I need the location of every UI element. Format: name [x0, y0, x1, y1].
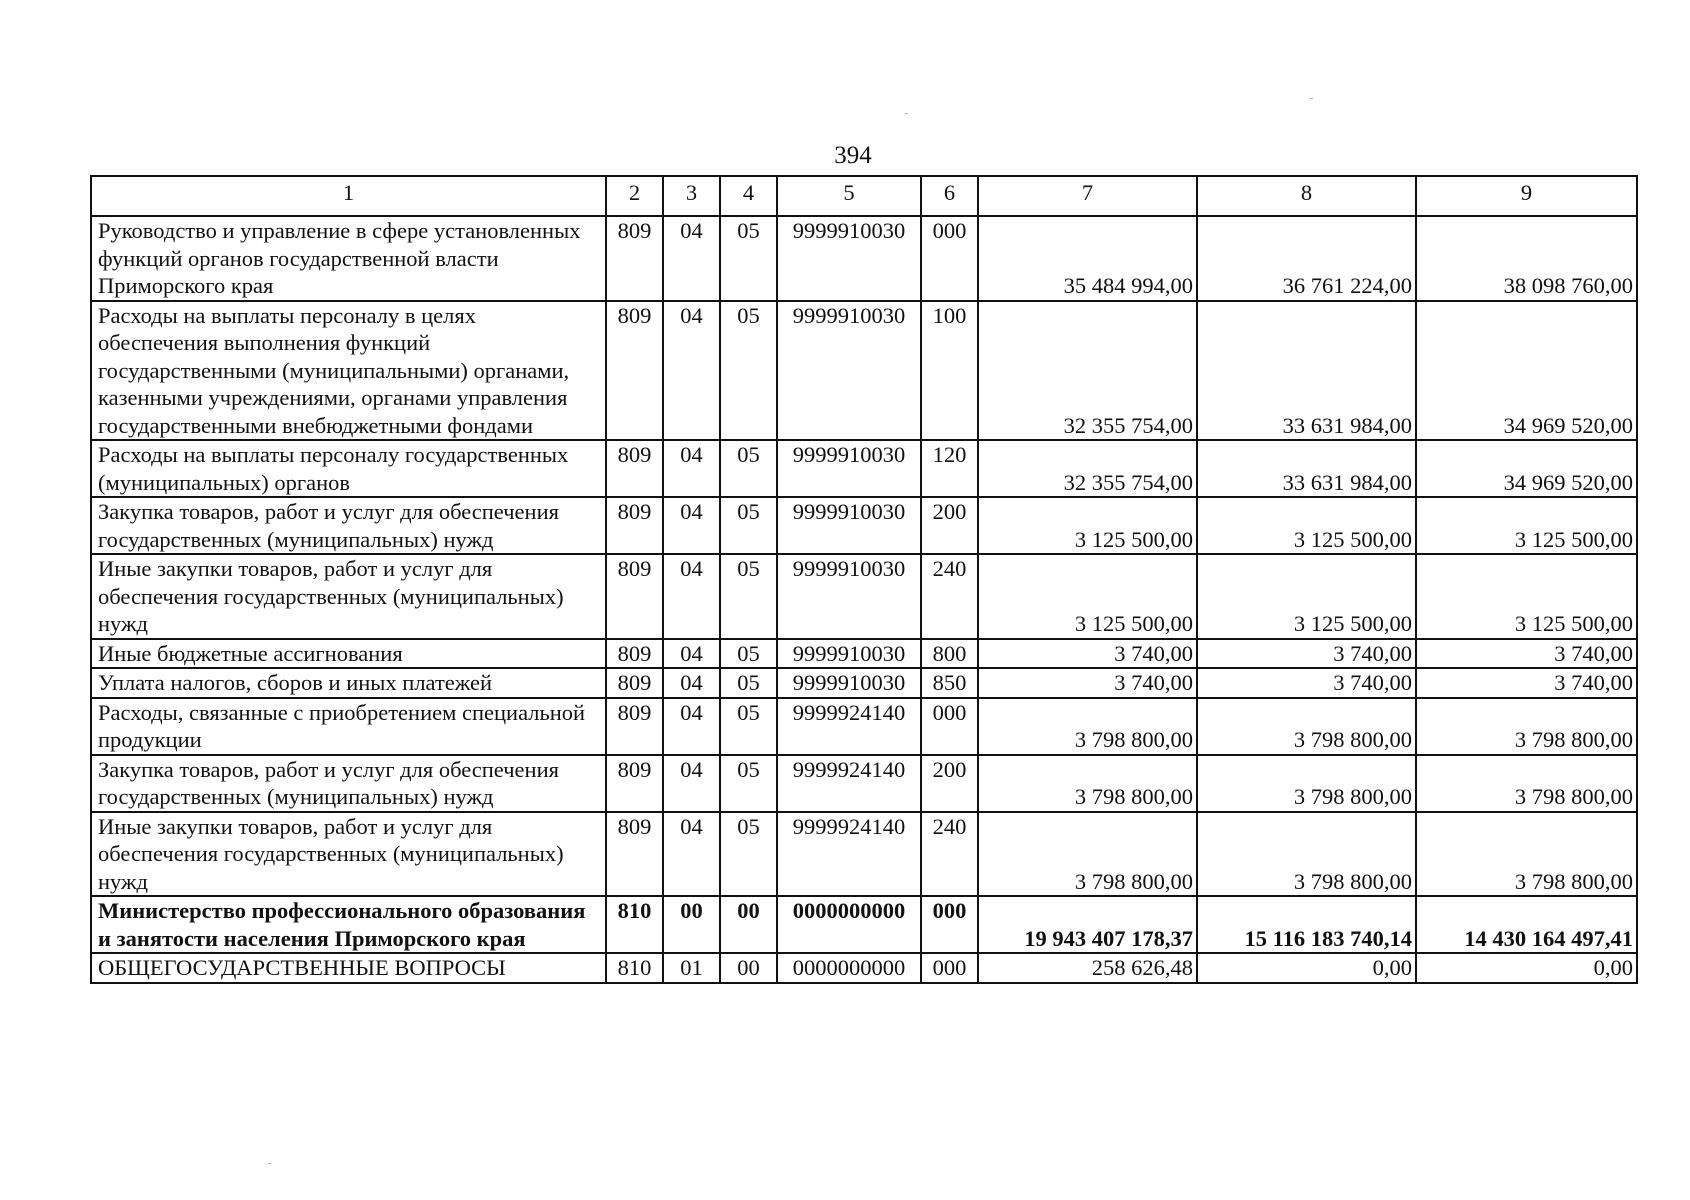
table-row	[91, 812, 1637, 897]
code-cell: 05	[720, 554, 777, 639]
table-row	[91, 216, 1637, 301]
code-cell: 05	[720, 440, 777, 497]
code-cell: 810	[606, 896, 663, 953]
budget-table	[90, 175, 1638, 984]
code-cell: 800	[921, 639, 978, 669]
table-row	[91, 896, 1637, 953]
column-header: 9	[1416, 176, 1637, 216]
amount-cell: 3 740,00	[1416, 668, 1637, 698]
code-cell: 9999910030	[777, 216, 921, 301]
code-cell: 05	[720, 301, 777, 441]
row-name-cell: Расходы на выплаты персоналу в целях обеспечения выполнения функций государственными (муниципальными) органами, казенными учреждениями, органами управления государственными внебюджетными фондами	[91, 301, 606, 441]
code-cell: 000	[921, 698, 978, 755]
table-row	[91, 554, 1637, 639]
scan-speck	[905, 113, 908, 114]
amount-cell: 3 125 500,00	[1416, 497, 1637, 554]
amount-cell: 3 740,00	[1197, 639, 1416, 669]
code-cell: 05	[720, 698, 777, 755]
code-cell: 9999924140	[777, 698, 921, 755]
code-cell: 809	[606, 698, 663, 755]
column-header: 5	[777, 176, 921, 216]
code-cell: 04	[663, 497, 720, 554]
table-row	[91, 497, 1637, 554]
code-cell: 9999910030	[777, 440, 921, 497]
amount-cell: 3 798 800,00	[1416, 755, 1637, 812]
row-name-cell: Иные бюджетные ассигнования	[91, 639, 606, 669]
amount-cell: 3 798 800,00	[1416, 812, 1637, 897]
column-header: 8	[1197, 176, 1416, 216]
amount-cell: 3 798 800,00	[978, 812, 1197, 897]
column-header: 2	[606, 176, 663, 216]
code-cell: 9999910030	[777, 668, 921, 698]
row-name-cell: Иные закупки товаров, работ и услуг для обеспечения государственных (муниципальных) нужд	[91, 554, 606, 639]
amount-cell: 3 125 500,00	[978, 554, 1197, 639]
code-cell: 04	[663, 698, 720, 755]
code-cell: 809	[606, 497, 663, 554]
code-cell: 05	[720, 639, 777, 669]
code-cell: 240	[921, 554, 978, 639]
amount-cell: 33 631 984,00	[1197, 301, 1416, 441]
column-header: 1	[91, 176, 606, 216]
amount-cell: 0,00	[1416, 953, 1637, 983]
amount-cell: 3 125 500,00	[1197, 554, 1416, 639]
code-cell: 05	[720, 497, 777, 554]
code-cell: 05	[720, 755, 777, 812]
column-header: 6	[921, 176, 978, 216]
code-cell: 9999910030	[777, 639, 921, 669]
code-cell: 850	[921, 668, 978, 698]
code-cell: 200	[921, 497, 978, 554]
amount-cell: 3 740,00	[1197, 668, 1416, 698]
code-cell: 809	[606, 216, 663, 301]
code-cell: 04	[663, 812, 720, 897]
column-header: 4	[720, 176, 777, 216]
code-cell: 04	[663, 755, 720, 812]
code-cell: 00	[663, 896, 720, 953]
amount-cell: 33 631 984,00	[1197, 440, 1416, 497]
amount-cell: 14 430 164 497,41	[1416, 896, 1637, 953]
amount-cell: 38 098 760,00	[1416, 216, 1637, 301]
scan-speck	[1310, 98, 1313, 99]
code-cell: 05	[720, 812, 777, 897]
table-row	[91, 301, 1637, 441]
code-cell: 0000000000	[777, 896, 921, 953]
amount-cell: 3 740,00	[1416, 639, 1637, 669]
code-cell: 05	[720, 668, 777, 698]
table-row	[91, 953, 1637, 983]
row-name-cell: Закупка товаров, работ и услуг для обеспечения государственных (муниципальных) нужд	[91, 497, 606, 554]
amount-cell: 35 484 994,00	[978, 216, 1197, 301]
code-cell: 809	[606, 812, 663, 897]
code-cell: 00	[720, 953, 777, 983]
scan-speck	[268, 1163, 271, 1164]
code-cell: 809	[606, 668, 663, 698]
row-name-cell: Расходы, связанные с приобретением специальной продукции	[91, 698, 606, 755]
row-name-cell: Расходы на выплаты персоналу государственных (муниципальных) органов	[91, 440, 606, 497]
code-cell: 809	[606, 755, 663, 812]
amount-cell: 3 125 500,00	[1197, 497, 1416, 554]
amount-cell: 258 626,48	[978, 953, 1197, 983]
amount-cell: 0,00	[1197, 953, 1416, 983]
row-name-cell: Министерство профессионального образования и занятости населения Приморского края	[91, 896, 606, 953]
column-header: 3	[663, 176, 720, 216]
row-name-cell: Руководство и управление в сфере установленных функций органов государственной власти Приморского края	[91, 216, 606, 301]
code-cell: 9999924140	[777, 812, 921, 897]
row-name-cell: Закупка товаров, работ и услуг для обеспечения государственных (муниципальных) нужд	[91, 755, 606, 812]
amount-cell: 3 125 500,00	[1416, 554, 1637, 639]
page-number: 394	[834, 142, 872, 169]
amount-cell: 15 116 183 740,14	[1197, 896, 1416, 953]
code-cell: 000	[921, 953, 978, 983]
code-cell: 809	[606, 301, 663, 441]
amount-cell: 3 740,00	[978, 668, 1197, 698]
amount-cell: 32 355 754,00	[978, 440, 1197, 497]
amount-cell: 32 355 754,00	[978, 301, 1197, 441]
code-cell: 04	[663, 554, 720, 639]
header-row	[91, 176, 1637, 216]
code-cell: 04	[663, 216, 720, 301]
table-row	[91, 755, 1637, 812]
code-cell: 04	[663, 668, 720, 698]
code-cell: 809	[606, 440, 663, 497]
table-row	[91, 668, 1637, 698]
amount-cell: 3 798 800,00	[1197, 698, 1416, 755]
code-cell: 9999910030	[777, 301, 921, 441]
code-cell: 04	[663, 440, 720, 497]
table-row	[91, 639, 1637, 669]
row-name-cell: Иные закупки товаров, работ и услуг для обеспечения государственных (муниципальных) нужд	[91, 812, 606, 897]
row-name-cell: Уплата налогов, сборов и иных платежей	[91, 668, 606, 698]
code-cell: 04	[663, 301, 720, 441]
code-cell: 9999924140	[777, 755, 921, 812]
code-cell: 04	[663, 639, 720, 669]
amount-cell: 19 943 407 178,37	[978, 896, 1197, 953]
amount-cell: 34 969 520,00	[1416, 440, 1637, 497]
table-body	[91, 176, 1637, 983]
code-cell: 05	[720, 216, 777, 301]
amount-cell: 3 125 500,00	[978, 497, 1197, 554]
code-cell: 810	[606, 953, 663, 983]
amount-cell: 3 798 800,00	[978, 755, 1197, 812]
code-cell: 0000000000	[777, 953, 921, 983]
code-cell: 01	[663, 953, 720, 983]
amount-cell: 36 761 224,00	[1197, 216, 1416, 301]
amount-cell: 3 798 800,00	[1197, 812, 1416, 897]
row-name-cell: ОБЩЕГОСУДАРСТВЕННЫЕ ВОПРОСЫ	[91, 953, 606, 983]
code-cell: 000	[921, 216, 978, 301]
amount-cell: 3 798 800,00	[978, 698, 1197, 755]
amount-cell: 3 798 800,00	[1197, 755, 1416, 812]
code-cell: 120	[921, 440, 978, 497]
code-cell: 9999910030	[777, 554, 921, 639]
amount-cell: 3 740,00	[978, 639, 1197, 669]
code-cell: 100	[921, 301, 978, 441]
amount-cell: 3 798 800,00	[1416, 698, 1637, 755]
code-cell: 809	[606, 554, 663, 639]
amount-cell: 34 969 520,00	[1416, 301, 1637, 441]
code-cell: 9999910030	[777, 497, 921, 554]
code-cell: 240	[921, 812, 978, 897]
code-cell: 00	[720, 896, 777, 953]
column-header: 7	[978, 176, 1197, 216]
table-row	[91, 440, 1637, 497]
code-cell: 000	[921, 896, 978, 953]
table-row	[91, 698, 1637, 755]
code-cell: 809	[606, 639, 663, 669]
code-cell: 200	[921, 755, 978, 812]
